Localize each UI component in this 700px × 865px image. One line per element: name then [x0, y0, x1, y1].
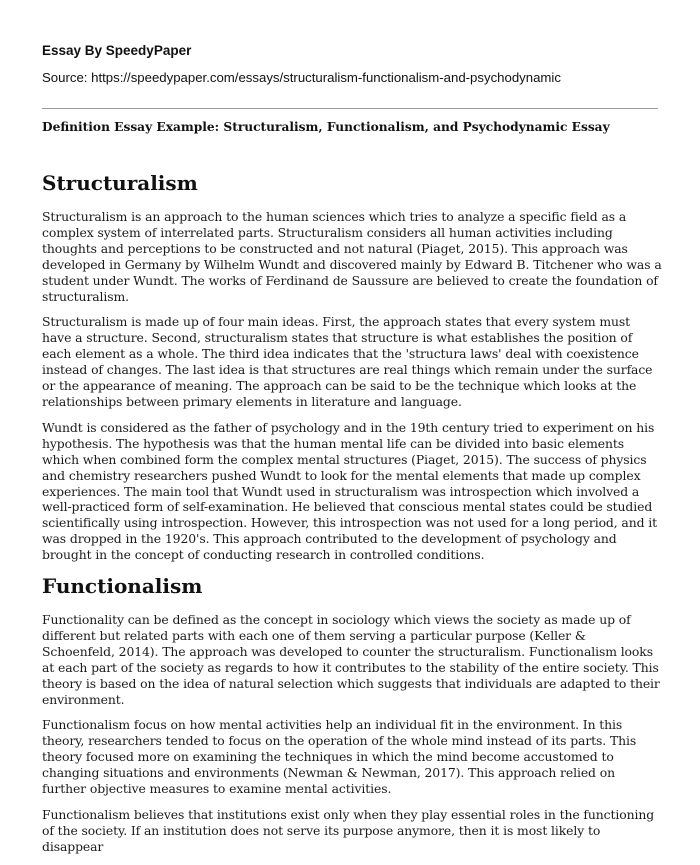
paragraph: Wundt is considered as the father of psychology and in the 19th century tried to experiment on his hypothesis. The hypothesis was that the human mental life can be divided into basic elements which when combined form the complex mental structures (Piaget, 2015). The success of physics and chemistry researchers pushed Wundt to look for the mental elements that made up complex experiences. The main tool that Wundt used in structuralism was introspection which involved a well-practiced form of self-examination. He believed that conscious mental states could be studied scientifically using introspection. However, this introspection was not used for a long period, and it was dropped in the 1920's. This approach contributed to the development of psychology and brought in the concept of conducting research in controlled conditions.: [42, 419, 658, 563]
paragraph: Functionality can be defined as the concept in sociology which views the society as made up of different but related parts with each one of them serving a particular purpose (Keller & Schoenfeld, 2014). The approach was developed to counter the structuralism. Functionalism looks at each part of the society as regards to how it contributes to the stability of the entire society. This theory is based on the idea of natural selection which suggests that individuals are adapted to their environment.: [42, 612, 660, 707]
header-divider: [42, 108, 658, 109]
essay-title: Definition Essay Example: Structuralism, Functionalism, and Psychodynamic Essay: [42, 120, 610, 134]
section-heading-functionalism: Functionalism: [42, 574, 203, 599]
paragraph: Structuralism is an approach to the human sciences which tries to analyze a specific field as a complex system of interrelated parts. Structuralism considers all human activities including thoughts and perceptions to be constructed and not natural (Piaget, 2015). This approach was developed in Germany by Wilhelm Wundt and discovered mainly by Edward B. Titchener who was a student under Wundt. The works of Ferdinand de Saussure are believed to create the foundation of structuralism.: [42, 209, 662, 304]
paragraph: Structuralism is made up of four main ideas. First, the approach states that every system must have a structure. Second, structuralism states that structure is what establishes the position of each element as a whole. The third idea indicates that the 'structura laws' deal with coexistence instead of changes. The last idea is that structures are real things which remain under the surface or the appearance of meaning. The approach can be said to be the technique which looks at the relationships between primary elements in literature and language.: [42, 314, 653, 409]
section-heading-structuralism: Structuralism: [42, 171, 198, 195]
source-url: Source: https://speedypaper.com/essays/structuralism-functionalism-and-psychodynamic: [42, 70, 561, 85]
paragraph: Functionalism believes that institutions exist only when they play essential roles in the functioning of the society. If an institution does not serve its purpose anymore, then it is most likely to disappear: [42, 807, 655, 854]
essay-body: [42, 170, 662, 865]
paragraph: Functionalism focus on how mental activities help an individual fit in the environment. In this theory, researchers tended to focus on the operation of the whole mind instead of its parts. This theory focused more on examining the techniques in which the mind become accustomed to changing situations and environments (Newman & Newman, 2017). This approach relied on further objective measures to examine mental activities.: [42, 717, 637, 797]
brand-title: Essay By SpeedyPaper: [42, 43, 192, 58]
